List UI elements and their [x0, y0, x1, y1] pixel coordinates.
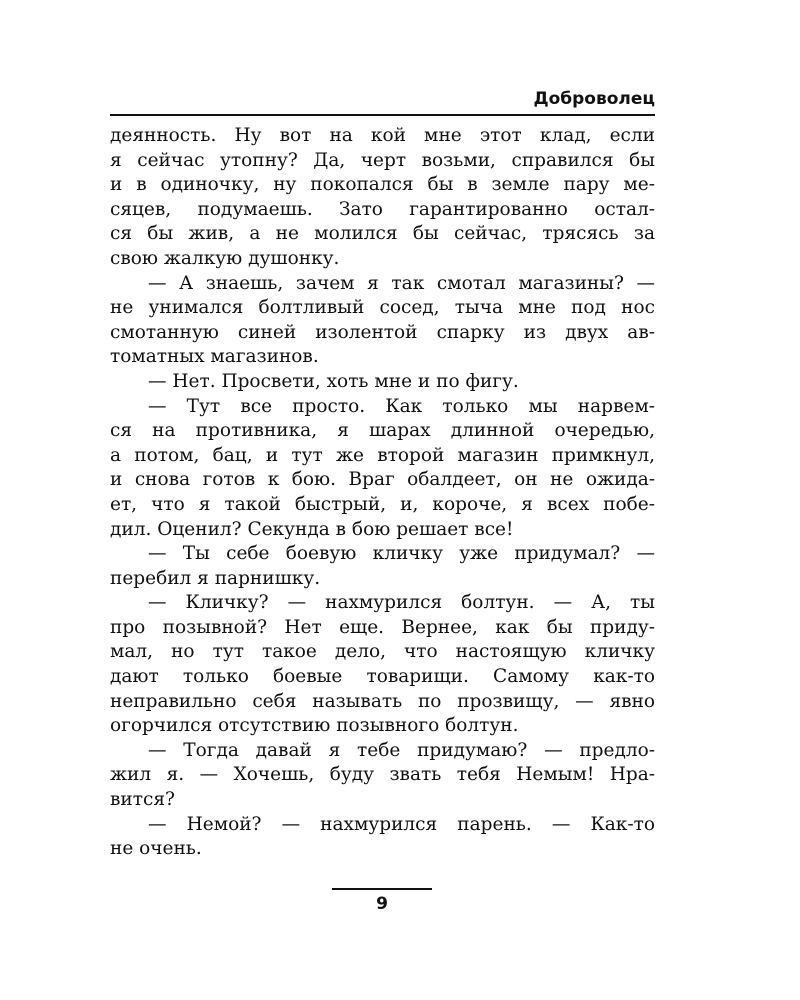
text-line: сяцев, подумаешь. Зато гарантированно остал- — [110, 198, 655, 220]
header-rule — [110, 114, 655, 116]
running-head-title: Доброволец — [533, 89, 655, 109]
text-line: и в одиночку, ну покопался бы в земле пару ме- — [110, 174, 655, 196]
text-line: смотанную синей изолентой спарку из двух ав- — [110, 321, 655, 343]
text-line: перебил я парнишку. — [110, 567, 321, 589]
text-line: дил. Оценил? Секунда в бою решает все! — [110, 518, 514, 540]
text-line: свою жалкую душонку. — [110, 247, 340, 269]
page-number: 9 — [376, 894, 388, 914]
text-line: — Тут все просто. Как только мы нарвем- — [148, 395, 655, 417]
text-line: — Нет. Просвети, хоть мне и по фигу. — [148, 370, 519, 392]
footer-rule — [332, 888, 432, 890]
text-line: не очень. — [110, 838, 202, 860]
body-text — [110, 124, 655, 862]
text-line: я сейчас утопну? Да, черт возьми, справился бы — [110, 149, 655, 171]
text-line: — Кличку? — нахмурился болтун. — А, ты — [148, 592, 655, 614]
text-line: а потом, бац, и тут же второй магазин примкнул, — [110, 444, 655, 466]
text-line: ет, что я такой быстрый, и, короче, я всех побе- — [110, 493, 655, 515]
text-line: вится? — [110, 789, 175, 811]
text-line: не унимался болтливый сосед, тыча мне под нос — [110, 297, 655, 319]
text-line: томатных магазинов. — [110, 346, 319, 368]
text-line: деянность. Ну вот на кой мне этот клад, если — [110, 125, 655, 146]
text-line: неправильно себя называть по прозвищу, — явно — [110, 690, 655, 712]
text-line: огорчился отсутствию позывного болтун. — [110, 715, 519, 737]
text-line: ся бы жив, а не молился бы сейчас, трясясь за — [110, 223, 655, 245]
text-line: и снова готов к бою. Враг обалдеет, он не ожида- — [110, 469, 655, 491]
text-line: — А знаешь, зачем я так смотал магазины? — — [148, 272, 655, 294]
text-line: — Немой? — нахмурился парень. — Как-то — [148, 813, 655, 835]
text-line: жил я. — Хочешь, буду звать тебя Немым! Нра- — [110, 764, 655, 786]
text-line: ся на противника, я шарах длинной очередью, — [110, 420, 655, 442]
text-line: — Тогда давай я тебе придумаю? — предло- — [148, 739, 655, 761]
text-line: — Ты себе боевую кличку уже придумал? — — [148, 543, 655, 565]
text-line: мал, но тут такое дело, что настоящую кличку — [110, 641, 655, 663]
text-line: про позывной? Нет еще. Вернее, как бы приду- — [110, 616, 655, 638]
text-line: дают только боевые товарищи. Самому как-то — [110, 666, 655, 688]
